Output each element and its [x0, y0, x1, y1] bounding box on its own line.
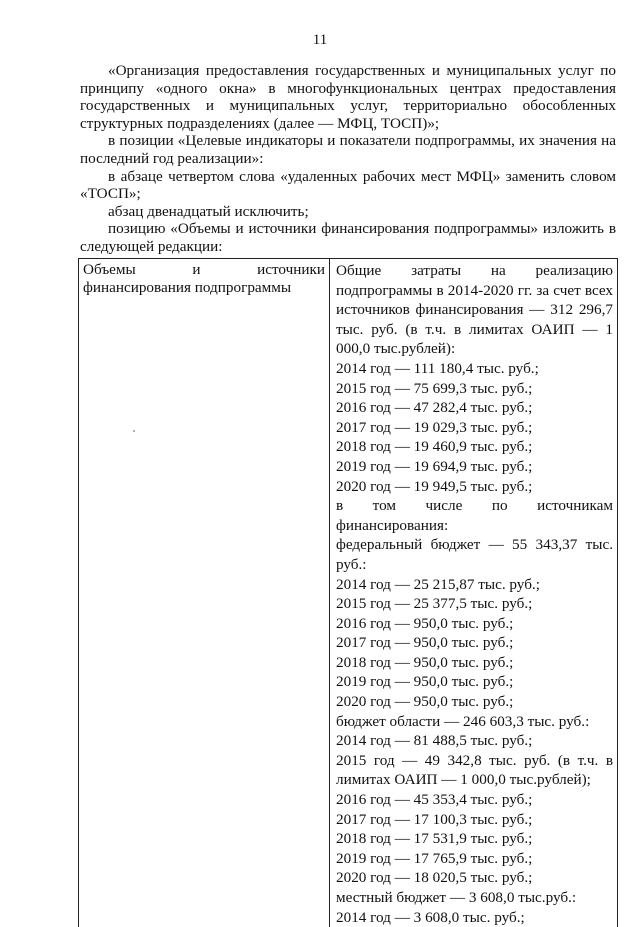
federal-2020-line: 2020 год — 950,0 тыс. руб.;	[336, 692, 613, 712]
total-2016-line: 2016 год — 47 282,4 тыс. руб.;	[336, 398, 613, 418]
federal-2017-line: 2017 год — 950,0 тыс. руб.;	[336, 633, 613, 653]
page-number: 11	[0, 32, 640, 49]
regional-2017-line: 2017 год — 17 100,3 тыс. руб.;	[336, 810, 613, 830]
financing-values-cell	[330, 259, 618, 927]
total-2015-line: 2015 год — 75 699,3 тыс. руб.;	[336, 379, 613, 399]
total-2017-line: 2017 год — 19 029,3 тыс. руб.;	[336, 418, 613, 438]
regional-2019-line: 2019 год — 17 765,9 тыс. руб.;	[336, 849, 613, 869]
total-costs-line: Общие затраты на реализацию подпрограммы в 2014-2020 гг. за счет всех источников финансирования — 312 296,7 тыс. руб. (в т.ч. в лимитах ОАИП — 1 000,0 тыс.рублей):	[336, 261, 613, 359]
paragraph-target-indicators: в позиции «Целевые индикаторы и показатели подпрограммы, их значения на последний год реализации»:	[80, 132, 616, 167]
paragraph-new-wording: позицию «Объемы и источники финансирования подпрограммы» изложить в следующей редакции:	[80, 220, 616, 255]
document-body	[80, 62, 616, 256]
by-sources-line: в том числе по источникам финансирования:	[336, 496, 613, 535]
regional-2018-line: 2018 год — 17 531,9 тыс. руб.;	[336, 829, 613, 849]
regional-2014-line: 2014 год — 81 488,5 тыс. руб.;	[336, 731, 613, 751]
financing-label-cell: Объемы и источники финансирования подпрограммы	[79, 259, 330, 927]
total-2020-line: 2020 год — 19 949,5 тыс. руб.;	[336, 477, 613, 497]
regional-budget-line: бюджет области — 246 603,3 тыс. руб.:	[336, 712, 613, 732]
total-2014-line: 2014 год — 111 180,4 тыс. руб.;	[336, 359, 613, 379]
paragraph-exclude: абзац двенадцатый исключить;	[80, 203, 616, 221]
regional-2016-line: 2016 год — 45 353,4 тыс. руб.;	[336, 790, 613, 810]
scan-speck	[133, 430, 135, 432]
financing-table	[78, 258, 618, 927]
federal-2016-line: 2016 год — 950,0 тыс. руб.;	[336, 614, 613, 634]
federal-budget-line: федеральный бюджет — 55 343,37 тыс. руб.:	[336, 535, 613, 574]
federal-2018-line: 2018 год — 950,0 тыс. руб.;	[336, 653, 613, 673]
regional-2015-line: 2015 год — 49 342,8 тыс. руб. (в т.ч. в лимитах ОАИП — 1 000,0 тыс.рублей);	[336, 751, 613, 790]
paragraph-program-title: «Организация предоставления государственных и муниципальных услуг по принципу «одного окна» в многофункциональных центрах предоставления государственных и муниципальных услуг, территориально обособленных структурных подразделениях (далее — МФЦ, ТОСП)»;	[80, 62, 616, 132]
federal-2015-line: 2015 год — 25 377,5 тыс. руб.;	[336, 594, 613, 614]
total-2019-line: 2019 год — 19 694,9 тыс. руб.;	[336, 457, 613, 477]
federal-2019-line: 2019 год — 950,0 тыс. руб.;	[336, 672, 613, 692]
regional-2020-line: 2020 год — 18 020,5 тыс. руб.;	[336, 868, 613, 888]
total-2018-line: 2018 год — 19 460,9 тыс. руб.;	[336, 437, 613, 457]
paragraph-replace-words: в абзаце четвертом слова «удаленных рабочих мест МФЦ» заменить словом «ТОСП»;	[80, 168, 616, 203]
table-row	[79, 259, 618, 927]
federal-2014-line: 2014 год — 25 215,87 тыс. руб.;	[336, 575, 613, 595]
local-2014-line: 2014 год — 3 608,0 тыс. руб.;	[336, 908, 613, 927]
local-budget-line: местный бюджет — 3 608,0 тыс.руб.:	[336, 888, 613, 908]
